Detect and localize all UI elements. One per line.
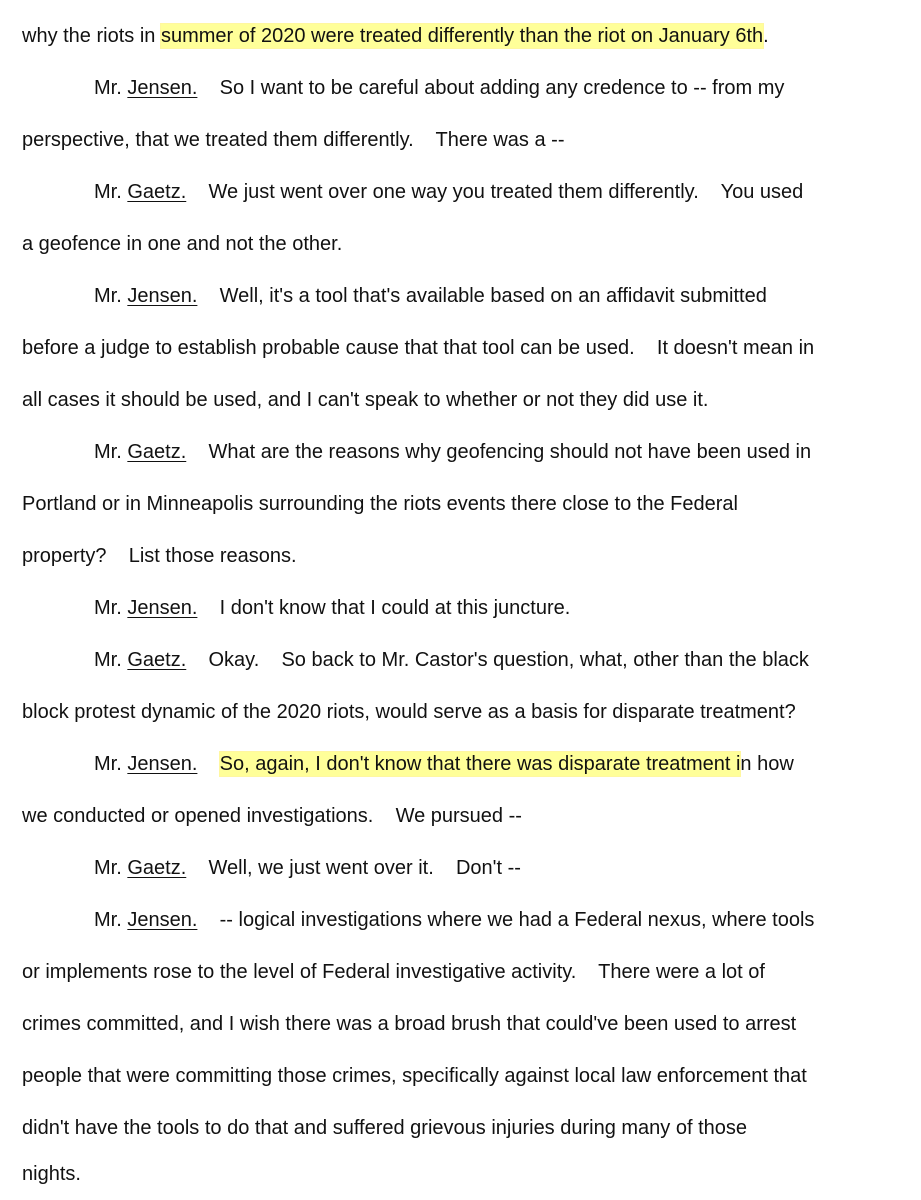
speaker-name: Gaetz. [127,181,187,203]
transcript-line [22,10,921,62]
transcript-line [22,946,921,998]
transcript-line [94,270,921,322]
speaker-name: Jensen. [127,285,198,307]
dialogue-text: We just went over one way you treated them differently. You used [186,181,804,203]
speaker-name: Jensen. [127,909,198,931]
transcript-line [22,790,921,842]
speaker-name: Gaetz. [127,441,187,463]
dialogue-text: people that were committing those crimes, specifically against local law enforcement that [22,1065,807,1087]
speaker-name: Jensen. [127,597,198,619]
dialogue-text: Well, it's a tool that's available based on an affidavit submitted [197,285,767,307]
speaker-prefix: Mr. [94,181,128,203]
highlighted-text: summer of 2020 were treated differently than the riot on January 6th [160,25,764,47]
dialogue-text: a geofence in one and not the other. [22,233,343,255]
speaker-prefix: Mr. [94,857,128,879]
speaker-name: Jensen. [127,77,198,99]
speaker-prefix: Mr. [94,77,128,99]
transcript-line [22,1148,921,1200]
dialogue-text: Okay. So back to Mr. Castor's question, what, other than the black [186,649,809,671]
transcript-line [22,218,921,270]
dialogue-text: -- logical investigations where we had a Federal nexus, where tools [197,909,815,931]
dialogue-text: didn't have the tools to do that and suffered grievous injuries during many of those [22,1117,748,1139]
speaker-prefix: Mr. [94,441,128,463]
transcript-line [94,426,921,478]
transcript-line [94,894,921,946]
text-segment: . [763,25,769,47]
transcript-line [94,62,921,114]
speaker-name: Gaetz. [127,857,187,879]
transcript-line [94,842,921,894]
dialogue-text: What are the reasons why geofencing should not have been used in [186,441,812,463]
transcript-line [22,1102,921,1154]
transcript-line [94,634,921,686]
text-segment [197,753,219,775]
dialogue-text: perspective, that we treated them differently. There was a -- [22,129,565,151]
transcript-line [22,530,921,582]
transcript-line [22,114,921,166]
dialogue-text: So I want to be careful about adding any credence to -- from my [197,77,785,99]
speaker-prefix: Mr. [94,753,128,775]
speaker-name: Gaetz. [127,649,187,671]
highlighted-text: So, again, I don't know that there was disparate treatment i [219,753,741,775]
transcript-line [94,582,921,634]
dialogue-text: Well, we just went over it. Don't -- [186,857,521,879]
dialogue-text: all cases it should be used, and I can't speak to whether or not they did use it. [22,389,709,411]
dialogue-text: I don't know that I could at this juncture. [197,597,571,619]
transcript-line [22,478,921,530]
transcript-line [22,374,921,426]
dialogue-text: nights. [22,1163,81,1185]
dialogue-text: block protest dynamic of the 2020 riots, would serve as a basis for disparate treatment? [22,701,796,723]
speaker-prefix: Mr. [94,909,128,931]
transcript-line [22,686,921,738]
dialogue-text: or implements rose to the level of Federal investigative activity. There were a lot of [22,961,765,983]
transcript-line [94,166,921,218]
text-segment: n how [740,753,794,775]
dialogue-text: crimes committed, and I wish there was a broad brush that could've been used to arrest [22,1013,797,1035]
speaker-prefix: Mr. [94,597,128,619]
dialogue-text: we conducted or opened investigations. We pursued -- [22,805,522,827]
transcript-line [22,998,921,1050]
text-segment: why the riots in [22,25,161,47]
transcript-line [22,322,921,374]
dialogue-text: property? List those reasons. [22,545,297,567]
speaker-name: Jensen. [127,753,198,775]
speaker-prefix: Mr. [94,285,128,307]
speaker-prefix: Mr. [94,649,128,671]
dialogue-text: Portland or in Minneapolis surrounding the riots events there close to the Federal [22,493,738,515]
transcript-line [94,738,921,790]
dialogue-text: before a judge to establish probable cause that that tool can be used. It doesn't mean in [22,337,815,359]
transcript-line [22,1050,921,1102]
